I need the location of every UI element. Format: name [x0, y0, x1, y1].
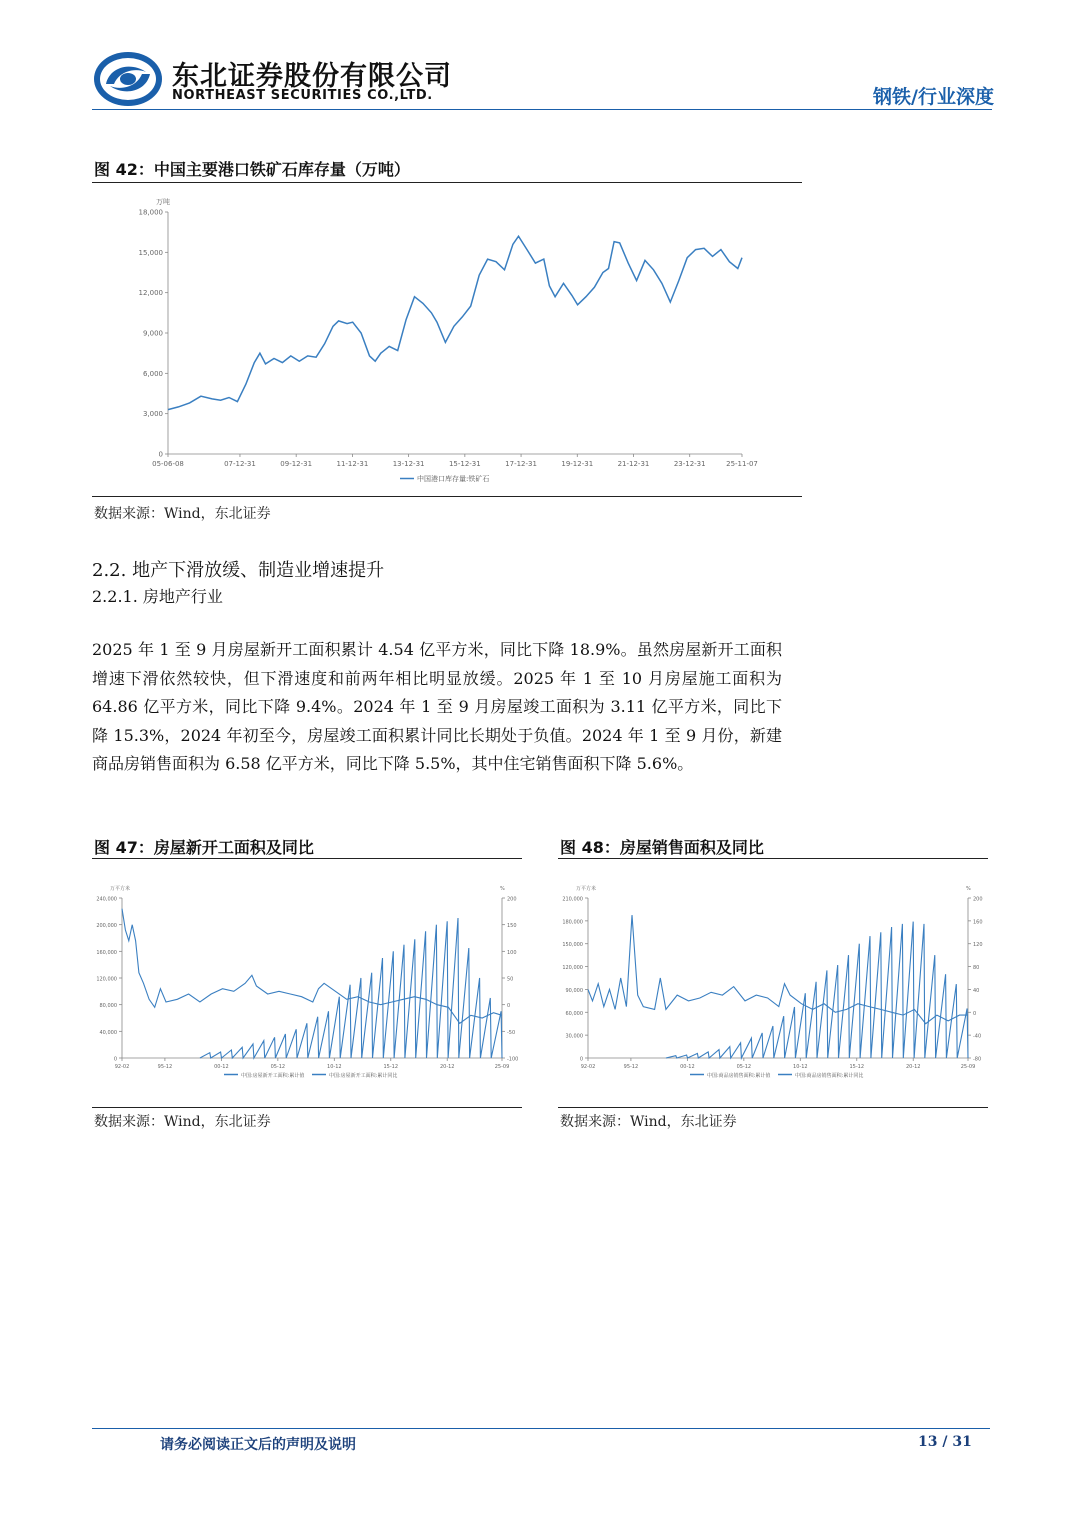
legend-label-1: 中国:房屋新开工面积:累计值	[241, 1073, 305, 1079]
legend-label-2: 中国:房屋新开工面积:累计同比	[329, 1073, 398, 1079]
y-tick-label: 200,000	[96, 923, 117, 930]
y2-tick-label: 0	[507, 1003, 511, 1010]
y2-tick-label: 200	[507, 896, 517, 903]
legend-label-2: 中国:商品房销售面积:累计同比	[795, 1073, 864, 1079]
series-line-2	[588, 915, 968, 1024]
housing-sales-area-chart	[558, 882, 988, 1082]
y2-tick-label: 100	[507, 949, 517, 956]
y-tick-label: 18,000	[138, 208, 163, 217]
x-tick-label: 25-09	[494, 1064, 510, 1070]
x-tick-label: 20-12	[439, 1064, 455, 1070]
series-line-1	[200, 918, 502, 1058]
y-axis-unit: 万平方米	[576, 886, 597, 892]
series-line-2	[122, 909, 502, 1024]
y-tick-label: 60,000	[565, 1010, 583, 1017]
y2-tick-label: 50	[507, 976, 514, 983]
figure42-source: 数据来源：Wind，东北证券	[94, 506, 271, 522]
y-tick-label: 210,000	[562, 896, 583, 903]
iron-ore-inventory-chart	[92, 190, 802, 492]
figure47-title: 图 47：房屋新开工面积及同比	[94, 838, 314, 857]
figure47-top-rule	[92, 858, 522, 859]
y2-axis-unit: %	[966, 886, 971, 892]
y-tick-label: 0	[113, 1056, 117, 1063]
y-tick-label: 160,000	[96, 949, 117, 956]
x-tick-label: 95-12	[623, 1064, 639, 1070]
x-tick-label: 00-12	[214, 1064, 229, 1070]
y2-tick-label: 40	[973, 987, 980, 994]
y-tick-label: 9,000	[142, 329, 163, 338]
y-axis-unit: 万吨	[156, 198, 170, 206]
x-tick-label: 11-12-31	[336, 460, 369, 468]
x-tick-label: 10-12	[793, 1064, 808, 1070]
y-tick-label: 120,000	[96, 976, 117, 983]
x-tick-label: 00-12	[680, 1064, 695, 1070]
figure47-source: 数据来源：Wind，东北证券	[94, 1114, 271, 1130]
x-tick-label: 13-12-31	[392, 460, 425, 468]
y2-tick-label: 80	[973, 965, 980, 972]
y2-tick-label: 120	[973, 942, 983, 949]
x-tick-label: 20-12	[905, 1064, 921, 1070]
x-tick-label: 10-12	[327, 1064, 342, 1070]
y-tick-label: 180,000	[562, 919, 583, 926]
y2-tick-label: 150	[507, 923, 517, 930]
y-tick-label: 40,000	[99, 1029, 117, 1036]
x-tick-label: 25-09	[960, 1064, 976, 1070]
x-tick-label: 15-12	[383, 1064, 399, 1070]
y-tick-label: 12,000	[138, 289, 163, 298]
y-tick-label: 6,000	[142, 369, 163, 378]
x-tick-label: 15-12	[849, 1064, 865, 1070]
y-tick-label: 0	[579, 1056, 583, 1063]
figure48-bottom-rule	[558, 1107, 988, 1108]
company-name-en: NORTHEAST SECURITIES CO.,LTD.	[172, 88, 433, 103]
legend-label-1: 中国港口库存量:铁矿石	[417, 475, 490, 483]
footer-divider	[92, 1428, 990, 1429]
series-line-1	[666, 922, 968, 1058]
y2-tick-label: -100	[507, 1056, 519, 1063]
x-tick-label: 92-02	[580, 1064, 596, 1070]
figure48-title: 图 48：房屋销售面积及同比	[560, 838, 764, 857]
x-tick-label: 17-12-31	[505, 460, 537, 468]
x-tick-label: 95-12	[157, 1064, 173, 1070]
new-construction-area-chart	[92, 882, 522, 1082]
x-tick-label: 05-06-08	[152, 460, 184, 468]
x-tick-label: 25-11-07	[726, 460, 758, 468]
company-name-cn: 东北证券股份有限公司	[172, 61, 452, 92]
y-tick-label: 150,000	[562, 942, 583, 949]
y-axis-unit: 万平方米	[110, 886, 131, 892]
header-divider	[92, 109, 992, 110]
x-tick-label: 07-12-31	[224, 460, 256, 468]
y-tick-label: 0	[158, 450, 163, 459]
body-paragraph: 2025 年 1 至 9 月房屋新开工面积累计 4.54 亿平方米，同比下降 18.9%。虽然房屋新开工面积增速下滑依然较快，但下滑速度和前两年相比明显放缓。2025 年 1 至 10 月房屋施工面积为 64.86 亿平方米，同比下降 9.4%。2024 年 1 至 9 月房屋竣工面积为 3.11 亿平方米，同比下降 15.3%，2024 年初至今，房屋竣工面积累计同比长期处于负值。2024 年 1 至 9 月份，新建商品房销售面积为 6.58 亿平方米，同比下降 5.5%，其中住宅销售面积下降 5.6%。	[92, 640, 782, 773]
y-tick-label: 80,000	[99, 1003, 117, 1010]
x-tick-label: 09-12-31	[280, 460, 313, 468]
figure42-title: 图 42：中国主要港口铁矿石库存量（万吨）	[94, 160, 410, 179]
figure42-bottom-rule	[92, 496, 802, 497]
figure42-top-rule	[92, 182, 802, 183]
y2-tick-label: 200	[973, 896, 983, 903]
y-tick-label: 15,000	[138, 248, 163, 257]
y-tick-label: 30,000	[565, 1033, 583, 1040]
y2-tick-label: -40	[973, 1033, 982, 1040]
x-tick-label: 92-02	[114, 1064, 130, 1070]
x-tick-label: 21-12-31	[617, 460, 650, 468]
x-tick-label: 23-12-31	[673, 460, 706, 468]
x-tick-label: 05-12	[270, 1064, 286, 1070]
figure48-source: 数据来源：Wind，东北证券	[560, 1114, 737, 1130]
y2-axis-unit: %	[500, 886, 505, 892]
x-tick-label: 05-12	[736, 1064, 752, 1070]
x-tick-label: 19-12-31	[561, 460, 594, 468]
y2-tick-label: -80	[973, 1056, 982, 1063]
x-tick-label: 15-12-31	[448, 460, 481, 468]
y2-tick-label: -50	[507, 1029, 516, 1036]
subsection-heading: 2.2.1. 房地产行业	[92, 587, 223, 606]
legend-label-1: 中国:商品房销售面积:累计值	[707, 1073, 771, 1079]
page-number: 13 / 31	[918, 1434, 972, 1450]
y-tick-label: 240,000	[96, 896, 117, 903]
y2-tick-label: 0	[973, 1010, 977, 1017]
report-type: 钢铁/行业深度	[873, 86, 994, 108]
y-tick-label: 3,000	[142, 410, 163, 419]
figure48-top-rule	[558, 858, 988, 859]
figure47-bottom-rule	[92, 1107, 522, 1108]
section-heading: 2.2. 地产下滑放缓、制造业增速提升	[92, 560, 385, 581]
y-tick-label: 90,000	[565, 987, 583, 994]
northeast-securities-logo	[92, 50, 164, 108]
y-tick-label: 120,000	[562, 965, 583, 972]
footer-disclaimer: 请务必阅读正文后的声明及说明	[160, 1437, 356, 1453]
y2-tick-label: 160	[973, 919, 983, 926]
series-line-1	[168, 236, 742, 409]
